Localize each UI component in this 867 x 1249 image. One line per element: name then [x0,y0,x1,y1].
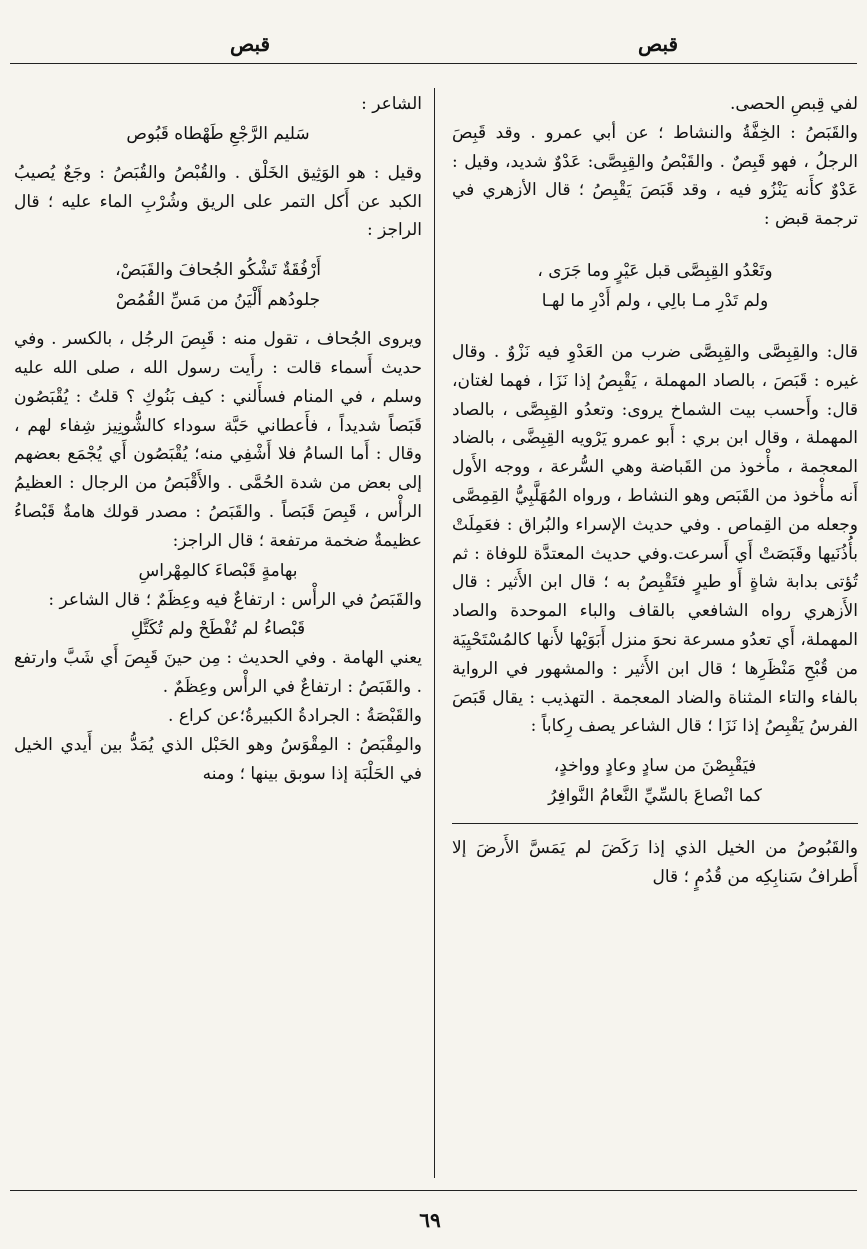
paragraph: ويروى الجُحاف ، تقول منه : قَبِصَ الرجُل ، بالكسر . وفي حديث أَسماء قالت : رأَيت رسول الله ، صلى الله عليه وسلم ، في المنام فسأَلني : كيف بَنُوكِ ؟ قلتُ : يُقْبَصُون قَبَصاً شديداً ، فأَعطاني حَبَّة سوداء كالشُّونِيز شِفاء لهم ، وقال : أَما السامُ فلا أَشْفِي منه؛ يُقْبَصُون أَي يُجْمَع بعضهم إلى بعض من شدة الحُمَّى . والأَقْبَصُ من الرجال : العظيمُ الرأْس ، قَبِصَ قَبَصاً . والقَبَصُ : مصدر قولك هامةٌ قَبْصاءُ عظيمةٌ ضخمة مرتفعة ؛ قال الراجز: [14,329,422,551]
verse-line: جلودُهم أَلْيَنُ من مَسِّ القُمُصْ [115,290,321,311]
spacer [14,315,422,325]
verse-line: أَرْفُقَةٌ تَشْكُو الجُحافَ والقَبَصْ، [115,260,321,281]
column-divider [434,88,435,1178]
paragraph: والقَبْصَةُ : الجرادةُ الكبيرةُ؛عن كراع . [168,705,422,726]
paragraph: قال: والقِبِصَّى والقِبِصَّى ضرب من العَدْوِ فيه نَزْوٌ . وقال غيره : قَبَصَ ، بالصاد المهملة ، يَقْبِصُ إذا نَزَا ، فهما لغتان، قال: وأَحسب بيت الشماخ يروى: وتعدُو القِبِصَّى ، بالصاد المهملة ، وقال ابن بري : أَبو عمرو يَرْويه القِبِضَّى ، بالضاد المعجمة ، مأْخوذ من القَباضة وهي السُّرعة ، ووجه الأَول أَنه مأْخوذ من القَبَص وهو النشاط ، ورواه المُهَلَّبِيُّ القِمِصَّى وجعله من القِماص . وفي حديث الإسراء والبُراق : فعَمِلَتْ بأُذُنَيها وقَبَصَتْ أَي أَسرعت.وفي حديث المعتدَّة للوفاة : ثم تُؤتى بدابة شاةٍ أَو طيرٍ فتَقْبِصُ به ؛ قال ابن الأَثير : قال الأَزهري رواه الشافعي بالقاف والباء الموحدة والصاد المهملة، أَي تعدُو مسرعة نحوَ منزل أَبَوَيْها لأَنها كالمُسْتَحْيِيَة من قُبْحِ مَنْظَرِها ؛ قال ابن الأَثير : والمشهور في الرواية بالفاء والتاء المثناة والضاد المعجمة . التهذيب : يقال قَبَصَ الفرسُ يَقْبِصُ إذا نَزَا ؛ قال الشاعر يصف رِكاباً : [452,341,858,737]
paragraph: والقَبُوصُ من الخيل الذي إذا رَكَضَ لم يَمَسَّ الأَرضَ إلا أَطرافُ سَنابِكِه من قُدُمٍ ؛ قال [452,838,858,887]
header-word-left: قبص [229,32,271,56]
verse-line: كما انْصاعَ بالسِّيِّ النَّعامُ النَّوافِرُ [548,786,762,807]
spacer [14,149,422,159]
spacer [452,316,858,338]
paragraph: الشاعر : [361,94,422,114]
paragraph: والمِقْبَصُ : المِقْوَسُ وهو الحَبْل الذي يُمَدُّ بين أَيدي الخيل في الحَلْبَة إذا سوبق بينها ؛ ومنه [14,734,422,784]
section-rule [452,823,858,824]
paragraph: والقَبَصُ : الخِفَّةُ والنشاط ؛ عن أبي عمرو . وقد قَبِصَ الرجلُ ، فهو قَبِصٌ . والقَبْصُ والقِبِصَّى: عَدْوٌ شديد، وقيل : عَدْوٌ كأَنه يَنْزُو فيه ، وقد قَبَصَ يَقْبِصُ ؛ قال الأزهري في ترجمة قبض : [452,122,858,230]
header-word-right: قبص [637,32,679,56]
paragraph: والقَبَصُ في الرأْس : ارتفاعٌ فيه وعِظَمٌ ؛ قال الشاعر : [48,589,422,610]
spacer [452,234,858,256]
right-column [452,90,858,892]
spacer [14,245,422,255]
paragraph: وقيل : هو الوَثِيق الخَلْق . والقُبْصُ والقُبَصُ : وجَعٌ يُصيبُ الكبد عن أَكل التمر على الريق وشُرْبِ الماء عليه ؛ قال الراجز : [14,162,422,241]
verse-line: فيَقْبِصْنَ من سادٍ وعادٍ وواخدٍ، [553,756,757,777]
verse-line: ولم تَدْرِ مـا بالِي ، ولم أَدْرِ ما لهـا [541,290,769,311]
verse-line: قَبْصاءُ لم تُفْطَحْ ولم تُكَتَّلِ [130,619,306,640]
header-rule [10,63,857,64]
verse-line: وتَعْدُو القِبِصَّى قبل عَيْرٍ وما جَرَى ، [537,260,773,281]
paragraph: لفي قِبصِ الحصى. [729,94,858,114]
page-number: ٦٩ [419,1208,441,1232]
footer-rule [10,1190,857,1191]
verse-line: بهامةٍ قَبْصاءَ كالمِهْراسِ [138,560,298,581]
left-column [14,90,422,788]
spacer [452,741,858,751]
verse-line: سَليم الرَّجْعِ طَهْطاه قَبُوص [126,123,310,144]
paragraph: يعني الهامة . وفي الحديث : مِن حينَ قَبِصَ أَي شَبَّ وارتفع . والقَبَصُ : ارتفاعٌ في الرأْس وعِظَمٌ . [14,648,422,698]
